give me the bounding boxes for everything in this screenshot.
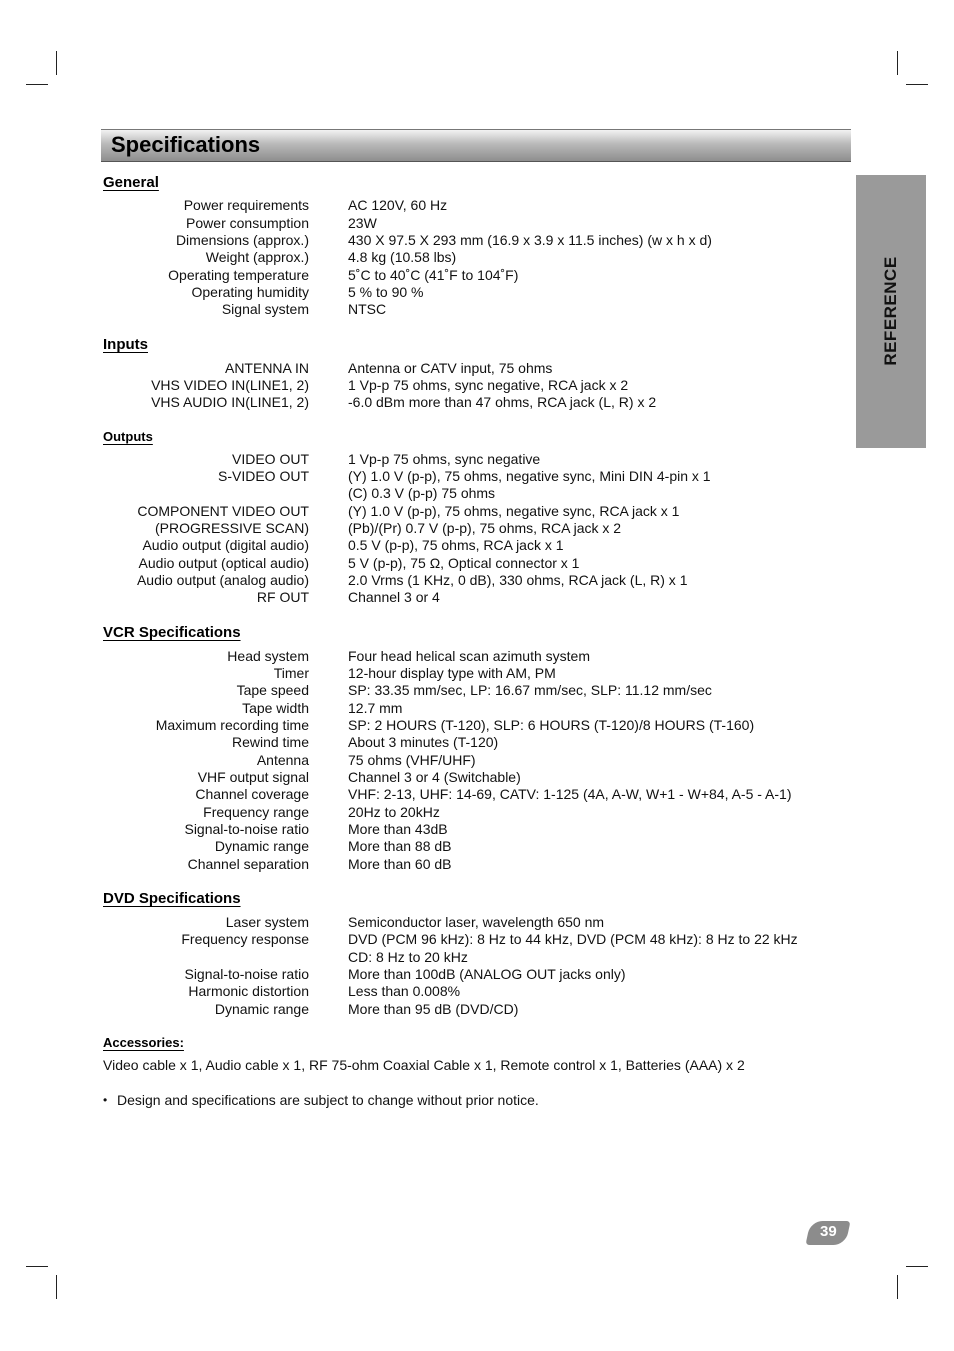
spec-value: 20Hz to 20kHz — [348, 804, 440, 820]
spec-value: 0.5 V (p-p), 75 ohms, RCA jack x 1 — [348, 537, 564, 553]
spec-row — [0, 215, 954, 232]
spec-value: SP: 33.35 mm/sec, LP: 16.67 mm/sec, SLP: 11.12 mm/sec — [348, 682, 712, 698]
spec-label: S-VIDEO OUT — [217, 468, 309, 484]
spec-row — [0, 931, 954, 948]
spec-value: Antenna or CATV input, 75 ohms — [348, 360, 553, 376]
spec-row — [0, 786, 954, 803]
spec-value: -6.0 dBm more than 47 ohms, RCA jack (L, R) x 2 — [348, 394, 657, 410]
section-heading-vcr: VCR Specifications — [103, 624, 241, 641]
spec-label: Antenna — [256, 752, 309, 768]
spec-label: Dynamic range — [214, 838, 309, 854]
spec-value: 23W — [348, 215, 377, 231]
spec-row — [0, 769, 954, 786]
crop-mark-bottom-left-h — [26, 1266, 48, 1267]
spec-label: Audio output (digital audio) — [142, 537, 309, 553]
spec-label: VIDEO OUT — [231, 451, 309, 467]
side-tab-label: REFERENCE — [881, 256, 900, 366]
spec-label: Audio output (analog audio) — [136, 572, 309, 588]
spec-row — [0, 648, 954, 665]
spec-label: Tape speed — [236, 682, 309, 698]
spec-row — [0, 394, 954, 411]
spec-label: VHS VIDEO IN(LINE1, 2) — [151, 377, 309, 393]
crop-mark-bottom-right-v — [897, 1275, 898, 1299]
spec-row — [0, 682, 954, 699]
page-number: 39 — [819, 1223, 837, 1240]
spec-label: Frequency range — [203, 804, 309, 820]
spec-label: (PROGRESSIVE SCAN) — [154, 520, 309, 536]
spec-value: More than 95 dB (DVD/CD) — [348, 1001, 519, 1017]
page-number-badge — [805, 1221, 850, 1245]
crop-mark-top-right-v — [897, 51, 898, 75]
spec-label: Signal-to-noise ratio — [184, 966, 309, 982]
spec-row — [0, 232, 954, 249]
spec-label: COMPONENT VIDEO OUT — [137, 503, 309, 519]
crop-mark-bottom-right-h — [906, 1266, 928, 1267]
spec-value: 1 Vp-p 75 ohms, sync negative, RCA jack x 2 — [348, 377, 629, 393]
spec-row — [0, 856, 954, 873]
spec-label: Tape width — [242, 700, 309, 716]
spec-row — [0, 537, 954, 554]
spec-label: Laser system — [225, 914, 309, 930]
spec-row — [0, 555, 954, 572]
spec-value: 12-hour display type with AM, PM — [348, 665, 556, 681]
spec-label: Signal system — [221, 301, 309, 317]
section-heading-accessories: Accessories: — [103, 1035, 184, 1050]
spec-value: 75 ohms (VHF/UHF) — [348, 752, 476, 768]
spec-row — [0, 1001, 954, 1018]
spec-value: CD: 8 Hz to 20 kHz — [348, 949, 468, 965]
section-heading-general: General — [103, 174, 159, 191]
spec-value: AC 120V, 60 Hz — [348, 197, 448, 213]
spec-value: 5˚C to 40˚C (41˚F to 104˚F) — [348, 267, 519, 283]
spec-label: Power requirements — [183, 197, 309, 213]
spec-label: Signal-to-noise ratio — [184, 821, 309, 837]
spec-row — [0, 197, 954, 214]
spec-row — [0, 589, 954, 606]
spec-row — [0, 665, 954, 682]
spec-value: Semiconductor laser, wavelength 650 nm — [348, 914, 605, 930]
spec-label: Channel coverage — [195, 786, 309, 802]
spec-label: ANTENNA IN — [224, 360, 309, 376]
spec-row — [0, 451, 954, 468]
spec-row — [0, 377, 954, 394]
spec-label: Audio output (optical audio) — [138, 555, 309, 571]
spec-value: More than 43dB — [348, 821, 448, 837]
notice-text: Design and specifications are subject to change without prior notice. — [117, 1092, 539, 1108]
spec-label: VHF output signal — [197, 769, 309, 785]
spec-label: Dimensions (approx.) — [175, 232, 309, 248]
spec-label: Dynamic range — [214, 1001, 309, 1017]
spec-label: Operating temperature — [168, 267, 309, 283]
spec-value: NTSC — [348, 301, 387, 317]
spec-label: Harmonic distortion — [188, 983, 309, 999]
spec-value: 430 X 97.5 X 293 mm (16.9 x 3.9 x 11.5 inches) (w x h x d) — [348, 232, 712, 248]
spec-value: DVD (PCM 96 kHz): 8 Hz to 44 kHz, DVD (PCM 48 kHz): 8 Hz to 22 kHz — [348, 931, 798, 947]
title-bar — [101, 129, 851, 162]
spec-row — [0, 700, 954, 717]
spec-value: 4.8 kg (10.58 lbs) — [348, 249, 457, 265]
spec-row — [0, 804, 954, 821]
spec-label: VHS AUDIO IN(LINE1, 2) — [151, 394, 309, 410]
spec-value: More than 60 dB — [348, 856, 452, 872]
spec-row — [0, 734, 954, 751]
spec-value: More than 100dB (ANALOG OUT jacks only) — [348, 966, 626, 982]
spec-row — [0, 983, 954, 1000]
spec-value: About 3 minutes (T-120) — [348, 734, 499, 750]
section-heading-dvd: DVD Specifications — [103, 890, 241, 907]
spec-value: Channel 3 or 4 (Switchable) — [348, 769, 521, 785]
spec-row — [0, 949, 954, 966]
spec-label: Channel separation — [187, 856, 309, 872]
spec-row — [0, 572, 954, 589]
spec-row — [0, 360, 954, 377]
spec-value: 5 % to 90 % — [348, 284, 424, 300]
spec-row — [0, 485, 954, 502]
spec-value: 2.0 Vrms (1 KHz, 0 dB), 330 ohms, RCA jack (L, R) x 1 — [348, 572, 688, 588]
spec-label: Maximum recording time — [155, 717, 309, 733]
spec-row — [0, 267, 954, 284]
spec-value: 12.7 mm — [348, 700, 403, 716]
spec-label: Weight (approx.) — [205, 249, 309, 265]
spec-row — [0, 249, 954, 266]
spec-label: Power consumption — [186, 215, 309, 231]
accessories-text: Video cable x 1, Audio cable x 1, RF 75-ohm Coaxial Cable x 1, Remote control x 1, Batteries (AAA) x 2 — [103, 1057, 745, 1073]
spec-value: 5 V (p-p), 75 Ω, Optical connector x 1 — [348, 555, 580, 571]
spec-label: Timer — [273, 665, 309, 681]
spec-row — [0, 966, 954, 983]
crop-mark-top-left-h — [26, 84, 48, 85]
spec-value: SP: 2 HOURS (T-120), SLP: 6 HOURS (T-120)/8 HOURS (T-160) — [348, 717, 755, 733]
spec-value: Less than 0.008% — [348, 983, 461, 999]
crop-mark-top-left-v — [56, 51, 57, 75]
spec-row — [0, 821, 954, 838]
spec-value: 1 Vp-p 75 ohms, sync negative — [348, 451, 541, 467]
section-heading-inputs: Inputs — [103, 336, 148, 353]
spec-label: Frequency response — [181, 931, 309, 947]
spec-row — [0, 468, 954, 485]
spec-row — [0, 503, 954, 520]
spec-value: VHF: 2-13, UHF: 14-69, CATV: 1-125 (4A, A-W, W+1 - W+84, A-5 - A-1) — [348, 786, 792, 802]
spec-value: (Y) 1.0 V (p-p), 75 ohms, negative sync, RCA jack x 1 — [348, 503, 680, 519]
spec-value: Channel 3 or 4 — [348, 589, 440, 605]
spec-value: (Y) 1.0 V (p-p), 75 ohms, negative sync, Mini DIN 4-pin x 1 — [348, 468, 711, 484]
spec-row — [0, 717, 954, 734]
bullet-icon: • — [103, 1093, 108, 1107]
spec-row — [0, 301, 954, 318]
crop-mark-top-right-h — [906, 84, 928, 85]
spec-row — [0, 284, 954, 301]
spec-label: Operating humidity — [191, 284, 309, 300]
spec-row — [0, 752, 954, 769]
crop-mark-bottom-left-v — [56, 1275, 57, 1299]
spec-value: More than 88 dB — [348, 838, 452, 854]
spec-value: (Pb)/(Pr) 0.7 V (p-p), 75 ohms, RCA jack x 2 — [348, 520, 622, 536]
page-title: Specifications — [111, 132, 261, 157]
spec-label: Rewind time — [231, 734, 309, 750]
section-heading-outputs: Outputs — [103, 429, 153, 444]
spec-value: Four head helical scan azimuth system — [348, 648, 590, 664]
spec-label: RF OUT — [256, 589, 309, 605]
spec-label: Head system — [227, 648, 309, 664]
spec-row — [0, 838, 954, 855]
spec-row — [0, 520, 954, 537]
spec-value: (C) 0.3 V (p-p) 75 ohms — [348, 485, 496, 501]
spec-row — [0, 914, 954, 931]
